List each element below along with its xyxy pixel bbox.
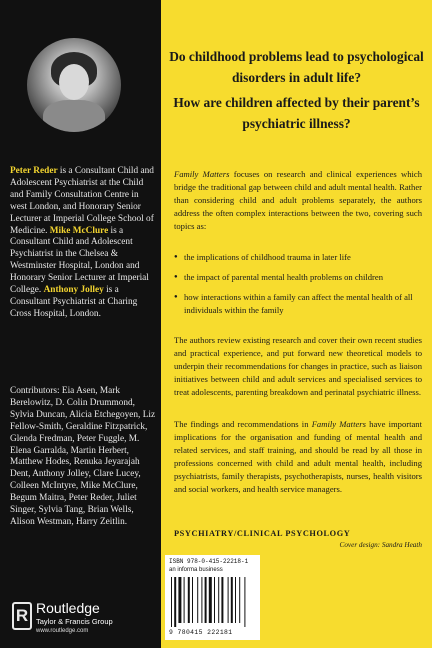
topic-bullet: ● the impact of parental mental health problems on children <box>174 271 432 284</box>
isbn-text: ISBN 978-0-415-22218-1 <box>169 558 249 565</box>
author-bio: is a Consultant Child and Adolescent Psychiatrist in the Chelsea & Westminster Hospital, London and Honorary Senior Lecturer at Imperial College. <box>10 225 149 296</box>
author-name: Peter Reder <box>10 166 58 176</box>
author-bio: is a Consultant Psychiatrist at Charing Cross Hospital, London. <box>10 285 138 319</box>
barcode-number: 9 780415 222181 <box>169 629 233 636</box>
publisher-name: Routledge <box>36 600 100 616</box>
review-paragraph: The authors review existing research and cover their own recent studies and practical experience, and put forward new theoretical models to underpin their recommendations for changes in practice, such as liaison initiatives between child and adult services and specialised services to treat adolescents, parenting breakdown and perinatal psychiatric illness. <box>174 335 422 398</box>
publisher-website: www.routledge.com <box>36 628 89 634</box>
publisher-group: Taylor & Francis Group <box>36 617 113 626</box>
author-name: Anthony Jolley <box>43 285 104 296</box>
author-portrait-photo <box>27 38 121 132</box>
book-title-italic: Family Matters <box>174 169 230 179</box>
headline-question: How are children affected by their parent’s psychiatric illness? <box>173 95 420 131</box>
blurb-panel <box>161 0 432 648</box>
barcode-panel <box>165 555 260 640</box>
book-title-italic: Family Matters <box>311 419 366 429</box>
contributors-list: Contributors: Eia Asen, Mark Berelowitz, D. Colin Drummond, Sylvia Duncan, Alicia Etchegoyen, Liz Fellow-Smith, Geraldine Fitzpatrick, Glenda Fredman, Peter Fuggle, M. Elena Garralda, Martin Herbert, Matthew Hodes, Renuka Jeyarajah Dent, Anthony Jolley, Clare Lucey, Colleen McIntyre, Mike McClure, Begum Maitra, Peter Reder, Juliet Singer, Sylvia Tang, Brian Wells, Alison Westman, Harry Zeitlin. <box>10 386 156 527</box>
barcode-icon <box>171 577 255 627</box>
routledge-mark-icon: R <box>12 602 32 630</box>
publisher-logo <box>10 600 160 640</box>
subject-category: PSYCHIATRY/CLINICAL PSYCHOLOGY <box>174 529 351 538</box>
informa-imprint: an informa business <box>169 567 223 573</box>
author-bios <box>10 166 156 321</box>
cover-credit: Cover design: Sandra Heath <box>339 541 422 549</box>
intro-paragraph: Family Matters focuses on research and clinical experiences which bridge the traditional gap between child and adult mental health. Rather than considering child and adult problems separately, the authors address the often complex interactions between the two, covering such topics as: <box>174 169 422 232</box>
topic-bullet: ● the implications of childhood trauma in later life <box>174 251 432 264</box>
headline-question: Do childhood problems lead to psychological disorders in adult life? <box>169 49 424 85</box>
author-bio: is a Consultant Child and Adolescent Psychiatrist at the Child and Family Consultation Centre in west London, and Honorary Senior Lecturer at Imperial College School of Medicine. <box>10 166 154 236</box>
author-name: Mike McClure <box>49 225 109 236</box>
findings-paragraph: The findings and recommendations in Family Matters have important implications for the organisation and funding of mental health and related services, and staff training, and should be read by all those in professions concerned with child and adult mental health, including psychiatrists, family therapists, psychotherapists, nurses, health visitors and social workers, and health service managers. <box>174 419 422 495</box>
author-panel <box>0 0 161 648</box>
topic-bullet: ● how interactions within a family can affect the mental health of all individuals within the family <box>174 291 432 317</box>
